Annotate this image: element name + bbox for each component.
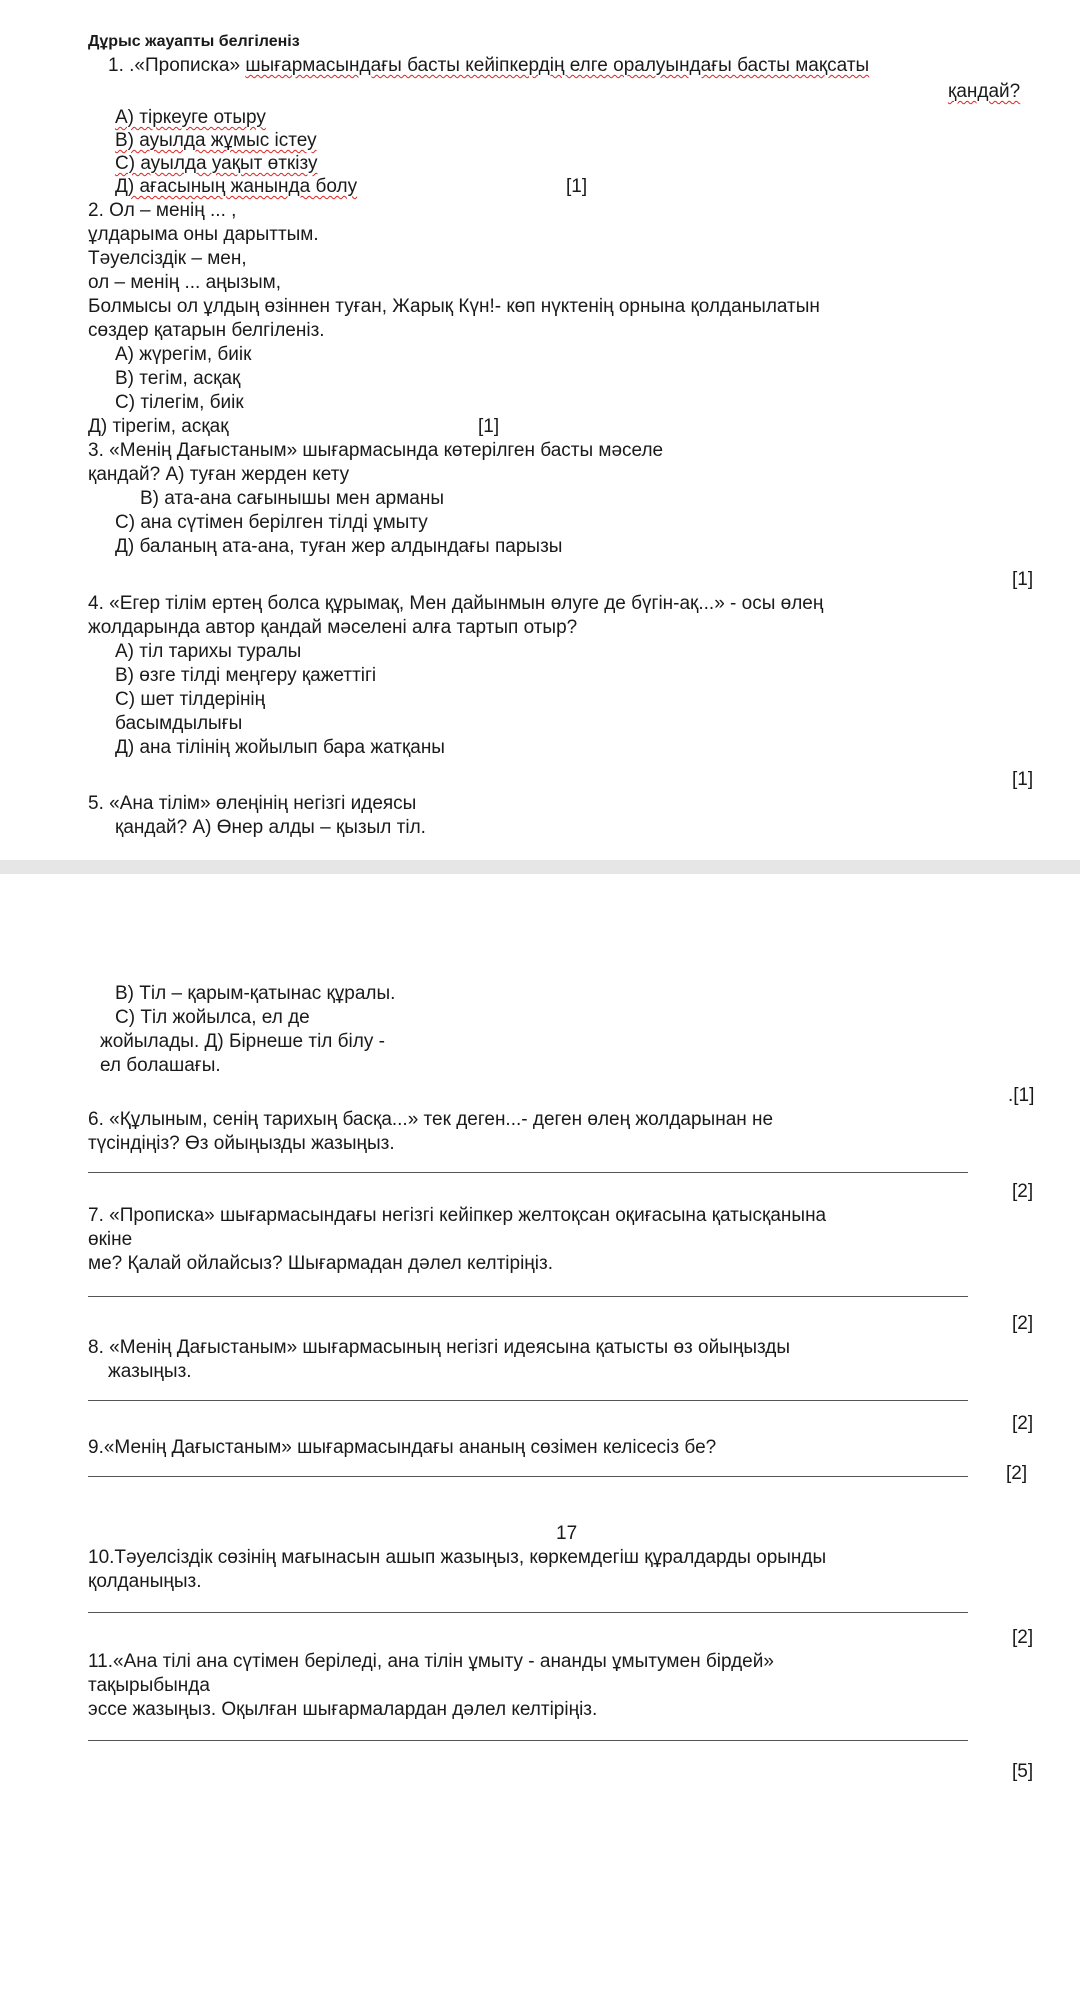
- question-3-option-b: В) ата-ана сағынышы мен арманы: [140, 488, 445, 509]
- question-3-line-1: 3. «Менің Дағыстаным» шығармасында көтерілген басты мәселе: [88, 440, 664, 461]
- page-number: 17: [556, 1523, 578, 1544]
- question-4-option-c-cont: басымдылығы: [115, 713, 243, 734]
- question-11-line-1: 11.«Ана тілі ана сүтімен беріледі, ана тілін ұмыту - ананды ұмытумен бірдей»: [88, 1651, 774, 1672]
- section-heading: Дұрыс жауапты белгіленіз: [88, 33, 300, 50]
- question-8-line-2: жазыңыз.: [108, 1361, 192, 1382]
- question-1-line-2: қандай?: [948, 81, 1021, 102]
- question-1-option-d-text: Д) ағасының жанында болу: [115, 176, 358, 197]
- question-11-mark: [5]: [1012, 1761, 1034, 1782]
- question-10-line-1: 10.Тәуелсіздік сөзінің мағынасын ашып жазыңыз, көркемдегіш құралдарды орынды: [88, 1547, 827, 1568]
- question-3-option-c: С) ана сүтімен берілген тілді ұмыту: [115, 512, 428, 533]
- question-8-line-1: 8. «Менің Дағыстаным» шығармасының негізгі идеясына қатысты өз ойыңызды: [88, 1337, 791, 1358]
- question-6-line-2: түсіндіңіз? Өз ойыңызды жазыңыз.: [88, 1133, 395, 1154]
- question-2-line-2: ұлдарыма оны дарыттым.: [88, 224, 319, 245]
- question-9-mark: [2]: [1006, 1463, 1028, 1484]
- question-1-prefix: 1. .«Прописка»: [108, 55, 246, 76]
- question-2-line-6: сөздер қатарын белгіленіз.: [88, 320, 325, 341]
- page-separator: [0, 860, 1080, 874]
- question-3-option-d: Д) баланың ата-ана, туған жер алдындағы парызы: [115, 536, 563, 557]
- question-5-option-d-cont: ел болашағы.: [100, 1055, 221, 1076]
- question-2-line-5: Болмысы ол ұлдың өзіннен туған, Жарық Күн!- көп нүктенің орнына қолданылатын: [88, 296, 820, 317]
- question-3-line-2: қандай? А) туған жерден кету: [88, 464, 350, 485]
- question-2-option-d: Д) тірегім, асқақ: [88, 416, 229, 437]
- question-7-line-2: өкіне: [88, 1229, 133, 1250]
- question-11-line-2: тақырыбында: [88, 1675, 210, 1696]
- question-9-line-1: 9.«Менің Дағыстаным» шығармасындағы ананың сөзімен келісесіз бе?: [88, 1437, 717, 1458]
- question-3-mark: [1]: [1012, 569, 1034, 590]
- question-4-line-2: жолдарында автор қандай мәселені алға тартып отыр?: [88, 617, 578, 638]
- question-4-option-d: Д) ана тілінің жойылып бара жатқаны: [115, 737, 445, 758]
- question-4-line-1: 4. «Егер тілім ертең болса құрымақ, Мен дайынмын өлуге де бүгін-ақ...» - осы өлең: [88, 593, 824, 614]
- question-4-option-b: В) өзге тілді меңгеру қажеттігі: [115, 665, 377, 686]
- question-1-line-1: [108, 54, 869, 78]
- question-1-option-c: С) ауылда уақыт өткізу: [115, 153, 318, 174]
- question-2-mark: [1]: [478, 416, 500, 437]
- question-10-line-2: қолданыңыз.: [88, 1571, 202, 1592]
- question-6-line-1: 6. «Құлыным, сенің тарихың басқа...» тек деген...- деген өлең жолдарынан не: [88, 1109, 774, 1130]
- question-2-option-a: А) жүрегім, биік: [115, 344, 252, 365]
- question-2-line-4: ол – менің ... аңызым,: [88, 272, 282, 293]
- question-11-line-3: эссе жазыңыз. Оқылған шығармалардан дәлел келтіріңіз.: [88, 1699, 598, 1720]
- question-7-line-3: ме? Қалай ойлайсыз? Шығармадан дәлел келтіріңіз.: [88, 1253, 554, 1274]
- question-5-option-d: жойылады. Д) Бірнеше тіл білу -: [100, 1031, 385, 1052]
- question-2-line-1: 2. Ол – менің ... ,: [88, 200, 237, 221]
- answer-line-7: [88, 1296, 968, 1297]
- question-7-line-1: 7. «Прописка» шығармасындағы негізгі кейіпкер желтоқсан оқиғасына қатысқанына: [88, 1205, 827, 1226]
- answer-line-11: [88, 1740, 968, 1741]
- question-5-line-1: 5. «Ана тілім» өлеңінің негізгі идеясы: [88, 793, 417, 814]
- question-5-mark: .[1]: [1008, 1085, 1035, 1106]
- question-1-option-b: В) ауылда жұмыс істеу: [115, 130, 317, 151]
- question-6-mark: [2]: [1012, 1181, 1034, 1202]
- answer-line-9: [88, 1476, 968, 1477]
- question-1-text: шығармасындағы басты кейіпкердің елге оралуындағы басты мақсаты: [245, 55, 870, 76]
- answer-line-10: [88, 1612, 968, 1613]
- question-5-option-c: С) Тіл жойылса, ел де: [115, 1007, 310, 1028]
- answer-line-6: [88, 1172, 968, 1173]
- question-5-option-b: В) Тіл – қарым-қатынас құралы.: [115, 983, 396, 1004]
- question-10-mark: [2]: [1012, 1627, 1034, 1648]
- question-7-mark: [2]: [1012, 1313, 1034, 1334]
- question-8-mark: [2]: [1012, 1413, 1034, 1434]
- question-1-mark: [1]: [566, 176, 588, 197]
- question-4-mark: [1]: [1012, 769, 1034, 790]
- question-5-line-2: қандай? А) Өнер алды – қызыл тіл.: [115, 817, 426, 838]
- question-4-option-c: С) шет тілдерінің: [115, 689, 266, 710]
- question-1-option-a: А) тіркеуге отыру: [115, 107, 266, 128]
- question-1-option-d: [115, 175, 357, 199]
- question-2-option-b: В) тегім, асқақ: [115, 368, 241, 389]
- question-4-option-a: А) тіл тарихы туралы: [115, 641, 302, 662]
- question-2-line-3: Тәуелсіздік – мен,: [88, 248, 247, 269]
- answer-line-8: [88, 1400, 968, 1401]
- question-2-option-c: С) тілегім, биік: [115, 392, 244, 413]
